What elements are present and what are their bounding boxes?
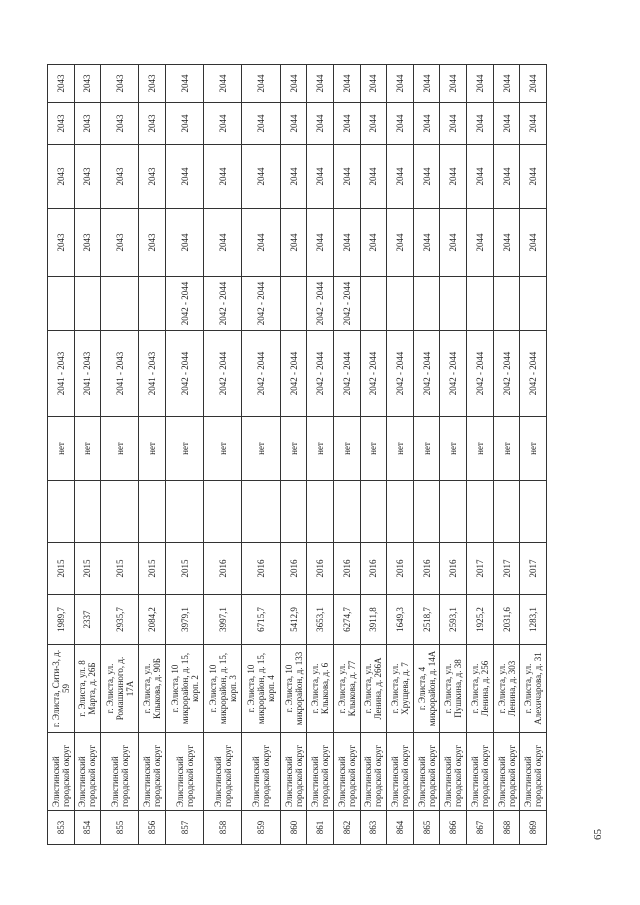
range-cell: 2041 - 2043 [139,331,166,417]
year-3-cell: 2044 [307,103,334,145]
address-cell: г. Элиста, 10 микрорайон, д. 15, корп. 3 [204,645,242,733]
year-4-cell: 2044 [333,65,360,103]
district-cell: Элистинский городской округ [139,733,166,811]
year-3-cell: 2044 [413,103,440,145]
empty-cell [333,481,360,543]
address-cell: г. Элиста, ул. Клыкова, д. 90Б [139,645,166,733]
address-cell: г. Элиста, ул. Клыкова, д. 77 [333,645,360,733]
year-1-cell: 2044 [360,209,387,277]
year-cell: 2016 [307,543,334,595]
year-1-cell: 2043 [101,209,139,277]
row-number: 861 [307,811,334,845]
table-row [204,65,242,845]
empty-cell [101,481,139,543]
year-3-cell: 2044 [520,103,547,145]
year-3-cell: 2044 [493,103,520,145]
range-secondary-cell: 2042 - 2044 [333,277,360,331]
year-1-cell: 2044 [333,209,360,277]
range-secondary-cell: 2042 - 2044 [307,277,334,331]
year-cell: 2016 [242,543,280,595]
district-cell: Элистинский городской округ [387,733,414,811]
year-2-cell: 2044 [467,145,494,209]
area-cell: 2031,6 [493,595,520,645]
area-cell: 1925,2 [467,595,494,645]
area-cell: 5412,9 [280,595,307,645]
range-secondary-cell [493,277,520,331]
flag-cell: нет [242,417,280,481]
flag-cell: нет [48,417,75,481]
year-2-cell: 2044 [360,145,387,209]
year-4-cell: 2044 [413,65,440,103]
area-cell: 1649,3 [387,595,414,645]
row-number: 855 [101,811,139,845]
empty-cell [242,481,280,543]
row-number: 856 [139,811,166,845]
range-secondary-cell [413,277,440,331]
flag-cell: нет [74,417,101,481]
address-cell: г. Элиста, 10 микрорайон, д. 133 [280,645,307,733]
area-cell: 3979,1 [166,595,204,645]
district-cell: Элистинский городской округ [440,733,467,811]
flag-cell: нет [166,417,204,481]
year-3-cell: 2043 [139,103,166,145]
range-secondary-cell [139,277,166,331]
year-4-cell: 2043 [74,65,101,103]
flag-cell: нет [440,417,467,481]
range-cell: 2042 - 2044 [520,331,547,417]
year-2-cell: 2043 [139,145,166,209]
area-cell: 1283,1 [520,595,547,645]
year-1-cell: 2044 [307,209,334,277]
district-cell: Элистинский городской округ [520,733,547,811]
area-cell: 2518,7 [413,595,440,645]
district-cell: Элистинский городской округ [204,733,242,811]
flag-cell: нет [520,417,547,481]
empty-cell [74,481,101,543]
empty-cell [307,481,334,543]
year-2-cell: 2043 [74,145,101,209]
year-cell: 2016 [204,543,242,595]
flag-cell: нет [413,417,440,481]
empty-cell [360,481,387,543]
address-cell: г. Элиста, ул. Ленина, д. 266А [360,645,387,733]
table-row [520,65,547,845]
year-2-cell: 2044 [307,145,334,209]
empty-cell [166,481,204,543]
year-1-cell: 2044 [204,209,242,277]
address-cell: г. Элиста, ул. Алехичарова, д. 31 [520,645,547,733]
range-secondary-cell: 2042 - 2044 [242,277,280,331]
year-cell: 2017 [493,543,520,595]
year-2-cell: 2044 [440,145,467,209]
district-cell: Элистинский городской округ [360,733,387,811]
year-1-cell: 2044 [413,209,440,277]
table-row [242,65,280,845]
range-cell: 2042 - 2044 [166,331,204,417]
year-4-cell: 2044 [242,65,280,103]
table-row [166,65,204,845]
address-cell: г. Элиста, ул. Ленина, д. 303 [493,645,520,733]
range-cell: 2042 - 2044 [204,331,242,417]
empty-cell [387,481,414,543]
year-cell: 2015 [101,543,139,595]
range-secondary-cell [48,277,75,331]
year-3-cell: 2044 [440,103,467,145]
range-cell: 2041 - 2043 [74,331,101,417]
year-cell: 2017 [520,543,547,595]
year-1-cell: 2044 [242,209,280,277]
year-cell: 2015 [74,543,101,595]
empty-cell [139,481,166,543]
row-number: 859 [242,811,280,845]
district-cell: Элистинский городской округ [166,733,204,811]
table-row [74,65,101,845]
table-row [139,65,166,845]
table-body [48,65,547,845]
address-cell: г. Элиста, ул. Ромашкиного, д. 17А [101,645,139,733]
year-3-cell: 2044 [280,103,307,145]
page-number: 65 [592,829,604,840]
table-row [48,65,75,845]
year-1-cell: 2044 [280,209,307,277]
row-number: 858 [204,811,242,845]
year-2-cell: 2043 [101,145,139,209]
year-3-cell: 2043 [74,103,101,145]
table-row [333,65,360,845]
range-secondary-cell: 2042 - 2044 [204,277,242,331]
empty-cell [280,481,307,543]
year-2-cell: 2044 [242,145,280,209]
year-4-cell: 2044 [307,65,334,103]
empty-cell [48,481,75,543]
row-number: 864 [387,811,414,845]
year-4-cell: 2044 [520,65,547,103]
year-cell: 2015 [139,543,166,595]
area-cell: 2337 [74,595,101,645]
year-3-cell: 2043 [101,103,139,145]
area-cell: 1989,7 [48,595,75,645]
range-cell: 2042 - 2044 [360,331,387,417]
year-3-cell: 2044 [467,103,494,145]
flag-cell: нет [101,417,139,481]
empty-cell [467,481,494,543]
year-2-cell: 2044 [333,145,360,209]
range-cell: 2041 - 2043 [48,331,75,417]
year-3-cell: 2044 [242,103,280,145]
district-cell: Элистинский городской округ [101,733,139,811]
district-cell: Элистинский городской округ [280,733,307,811]
address-cell: г. Элиста, ул. Хрущева, д. 7 [387,645,414,733]
year-1-cell: 2044 [387,209,414,277]
district-cell: Элистинский городской округ [467,733,494,811]
range-secondary-cell [387,277,414,331]
year-cell: 2016 [440,543,467,595]
table-row [413,65,440,845]
flag-cell: нет [333,417,360,481]
district-cell: Элистинский городской округ [307,733,334,811]
year-1-cell: 2044 [520,209,547,277]
year-4-cell: 2044 [387,65,414,103]
address-cell: г. Элиста, ул. Пушкина, д. 38 [440,645,467,733]
row-number: 860 [280,811,307,845]
year-1-cell: 2044 [493,209,520,277]
year-cell: 2016 [280,543,307,595]
empty-cell [204,481,242,543]
area-cell: 6715,7 [242,595,280,645]
range-secondary-cell [101,277,139,331]
flag-cell: нет [467,417,494,481]
row-number: 862 [333,811,360,845]
year-4-cell: 2044 [440,65,467,103]
row-number: 869 [520,811,547,845]
table-row [467,65,494,845]
year-3-cell: 2044 [333,103,360,145]
range-cell: 2042 - 2044 [493,331,520,417]
table-row [387,65,414,845]
year-1-cell: 2044 [440,209,467,277]
district-cell: Элистинский городской округ [413,733,440,811]
district-cell: Элистинский городской округ [493,733,520,811]
address-cell: г. Элиста, Сити-3, д. 59 [48,645,75,733]
district-cell: Элистинский городской округ [333,733,360,811]
area-cell: 3997,1 [204,595,242,645]
table-row [440,65,467,845]
range-secondary-cell [520,277,547,331]
year-2-cell: 2044 [413,145,440,209]
address-cell: г. Элиста, 4 микрорайон, д. 14А [413,645,440,733]
year-2-cell: 2044 [493,145,520,209]
year-cell: 2016 [333,543,360,595]
year-4-cell: 2044 [280,65,307,103]
year-cell: 2017 [467,543,494,595]
year-4-cell: 2044 [166,65,204,103]
address-cell: г. Элиста, ул. Клыкова, д. 6 [307,645,334,733]
flag-cell: нет [493,417,520,481]
range-secondary-cell [74,277,101,331]
range-secondary-cell [467,277,494,331]
row-number: 863 [360,811,387,845]
row-number: 865 [413,811,440,845]
year-4-cell: 2043 [101,65,139,103]
year-1-cell: 2043 [139,209,166,277]
year-2-cell: 2043 [48,145,75,209]
row-number: 857 [166,811,204,845]
range-cell: 2042 - 2044 [333,331,360,417]
housing-table [47,64,547,845]
flag-cell: нет [387,417,414,481]
table-row [280,65,307,845]
year-2-cell: 2044 [387,145,414,209]
range-secondary-cell: 2042 - 2044 [166,277,204,331]
flag-cell: нет [204,417,242,481]
year-cell: 2016 [387,543,414,595]
range-cell: 2042 - 2044 [467,331,494,417]
year-2-cell: 2044 [280,145,307,209]
year-2-cell: 2044 [204,145,242,209]
year-4-cell: 2044 [493,65,520,103]
row-number: 866 [440,811,467,845]
range-cell: 2042 - 2044 [307,331,334,417]
year-cell: 2015 [166,543,204,595]
year-4-cell: 2043 [139,65,166,103]
year-1-cell: 2044 [166,209,204,277]
year-cell: 2016 [413,543,440,595]
range-cell: 2042 - 2044 [387,331,414,417]
range-cell: 2041 - 2043 [101,331,139,417]
year-3-cell: 2043 [48,103,75,145]
year-2-cell: 2044 [166,145,204,209]
table-row [101,65,139,845]
flag-cell: нет [360,417,387,481]
range-secondary-cell [360,277,387,331]
year-4-cell: 2044 [467,65,494,103]
table-row [307,65,334,845]
flag-cell: нет [139,417,166,481]
district-cell: Элистинский городской округ [74,733,101,811]
range-cell: 2042 - 2044 [242,331,280,417]
row-number: 867 [467,811,494,845]
year-3-cell: 2044 [166,103,204,145]
row-number: 868 [493,811,520,845]
year-cell: 2015 [48,543,75,595]
year-1-cell: 2043 [74,209,101,277]
year-cell: 2016 [360,543,387,595]
address-cell: г. Элиста, 10 микрорайон, д. 15, корп. 4 [242,645,280,733]
year-3-cell: 2044 [204,103,242,145]
flag-cell: нет [307,417,334,481]
flag-cell: нет [280,417,307,481]
area-cell: 3653,1 [307,595,334,645]
area-cell: 3911,8 [360,595,387,645]
year-4-cell: 2044 [204,65,242,103]
rotated-table-wrapper [47,65,547,845]
area-cell: 2593,1 [440,595,467,645]
address-cell: г. Элиста, ул. 8 Марта, д. 26Б [74,645,101,733]
range-secondary-cell [280,277,307,331]
empty-cell [520,481,547,543]
district-cell: Элистинский городской округ [48,733,75,811]
year-1-cell: 2044 [467,209,494,277]
range-cell: 2042 - 2044 [280,331,307,417]
year-3-cell: 2044 [360,103,387,145]
area-cell: 2084,2 [139,595,166,645]
year-4-cell: 2044 [360,65,387,103]
empty-cell [413,481,440,543]
range-cell: 2042 - 2044 [413,331,440,417]
empty-cell [493,481,520,543]
range-secondary-cell [440,277,467,331]
row-number: 853 [48,811,75,845]
district-cell: Элистинский городской округ [242,733,280,811]
address-cell: г. Элиста, ул. Ленина, д. 256 [467,645,494,733]
row-number: 854 [74,811,101,845]
year-4-cell: 2043 [48,65,75,103]
year-1-cell: 2043 [48,209,75,277]
year-2-cell: 2044 [520,145,547,209]
table-row [360,65,387,845]
empty-cell [440,481,467,543]
year-3-cell: 2044 [387,103,414,145]
area-cell: 6274,7 [333,595,360,645]
area-cell: 2935,7 [101,595,139,645]
address-cell: г. Элиста, 10 микрорайон, д. 15, корп. 2 [166,645,204,733]
table-row [493,65,520,845]
range-cell: 2042 - 2044 [440,331,467,417]
